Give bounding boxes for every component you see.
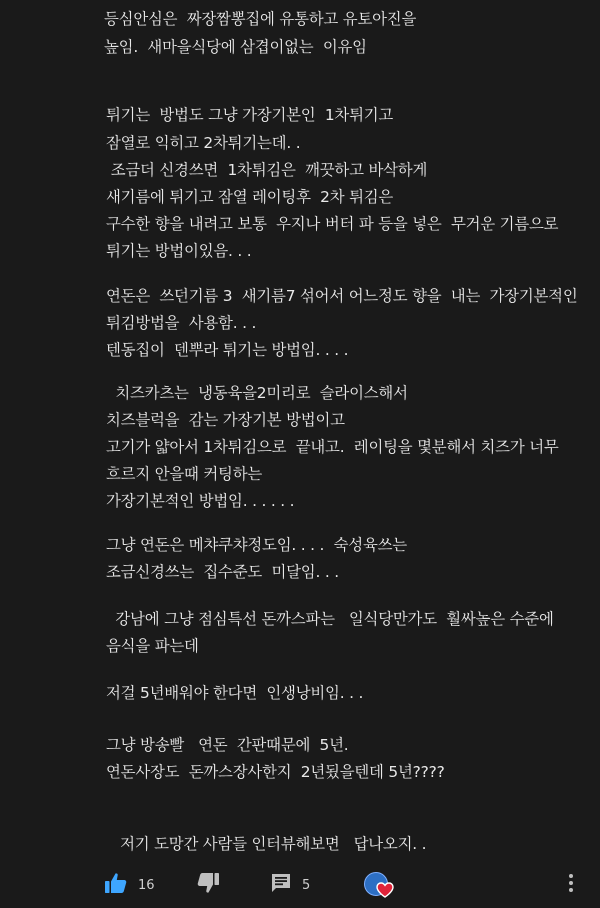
comment-line: 잠열로 익히고 2차튀기는데. . [106,134,301,152]
like-button[interactable] [104,870,155,900]
comment-line: 높임. 새마을식당에 삼겹이없는 이유임 [104,38,367,56]
comment-line: 저걸 5년배워야 한다면 인생낭비임. . . [106,684,364,702]
more-options-button[interactable] [566,870,576,900]
comment-line: 고기가 얇아서 1차튀김으로 끝내고. 레이팅을 몇분해서 치즈가 너무 [106,438,559,456]
reply-comment-icon [270,872,292,898]
comment-line: 그냥 연돈은 메챠쿠챠정도임. . . . 숙성육쓰는 [106,536,407,554]
reply-button[interactable] [270,870,310,900]
more-vertical-icon [566,872,576,898]
comment-action-bar [0,862,600,908]
comment-line: 튀기는 방법도 그냥 가장기본인 1차튀기고 [106,106,394,124]
comment-line: 구수한 향을 내려고 보통 우지나 버터 파 등을 넣은 무거운 기름으로 [106,215,559,233]
comment-line: 치즈카츠는 냉동육을2미리로 슬라이스해서 [106,384,408,402]
dislike-button[interactable] [196,870,220,900]
creator-heart-icon [376,882,394,902]
comment-line: 흐르지 안을때 커팅하는 [106,465,263,483]
thumbs-up-icon [104,871,128,899]
comment-line: 등심안심은 짜장짬뽕집에 유통하고 유토아진을 [104,10,417,28]
reply-count: 5 [302,877,311,893]
comment-line: 튀김방법을 사용함. . . [106,314,257,332]
comment-line: 가장기본적인 방법임. . . . . . [106,492,295,510]
like-count: 16 [138,877,155,893]
comment-line: 조금더 신경쓰면 1차튀김은 깨끗하고 바삭하게 [106,161,428,179]
comment-line: 연돈사장도 돈까스장사한지 2년됬을텐데 5년???? [106,763,445,781]
creator-heart-badge [364,870,396,900]
comment-line: 강남에 그냥 점심특선 돈까스파는 일식당만가도 훨싸높은 수준에 [106,610,554,628]
comment-line: 튀기는 방법이있음. . . [106,242,252,260]
comment-line: 저기 도망간 사람들 인터뷰해보면 답나오지. . [106,835,427,853]
comment-line: 텐동집이 덴뿌라 튀기는 방법임. . . . [106,341,349,359]
comment-line: 조금신경쓰는 집수준도 미달임. . . [106,563,339,581]
comment-line: 연돈은 쓰던기름 3 새기름7 섞어서 어느정도 향을 내는 가장기본적인 [106,287,578,305]
comment-line: 새기름에 튀기고 잠열 레이팅후 2차 튀김은 [106,188,394,206]
thumbs-down-icon [196,871,220,899]
comment-line: 음식을 파는데 [106,637,199,655]
comment-line: 그냥 방송빨 연돈 간판때문에 5년. [106,736,349,754]
comment-line: 치즈블럭을 감는 가장기본 방법이고 [106,411,345,429]
